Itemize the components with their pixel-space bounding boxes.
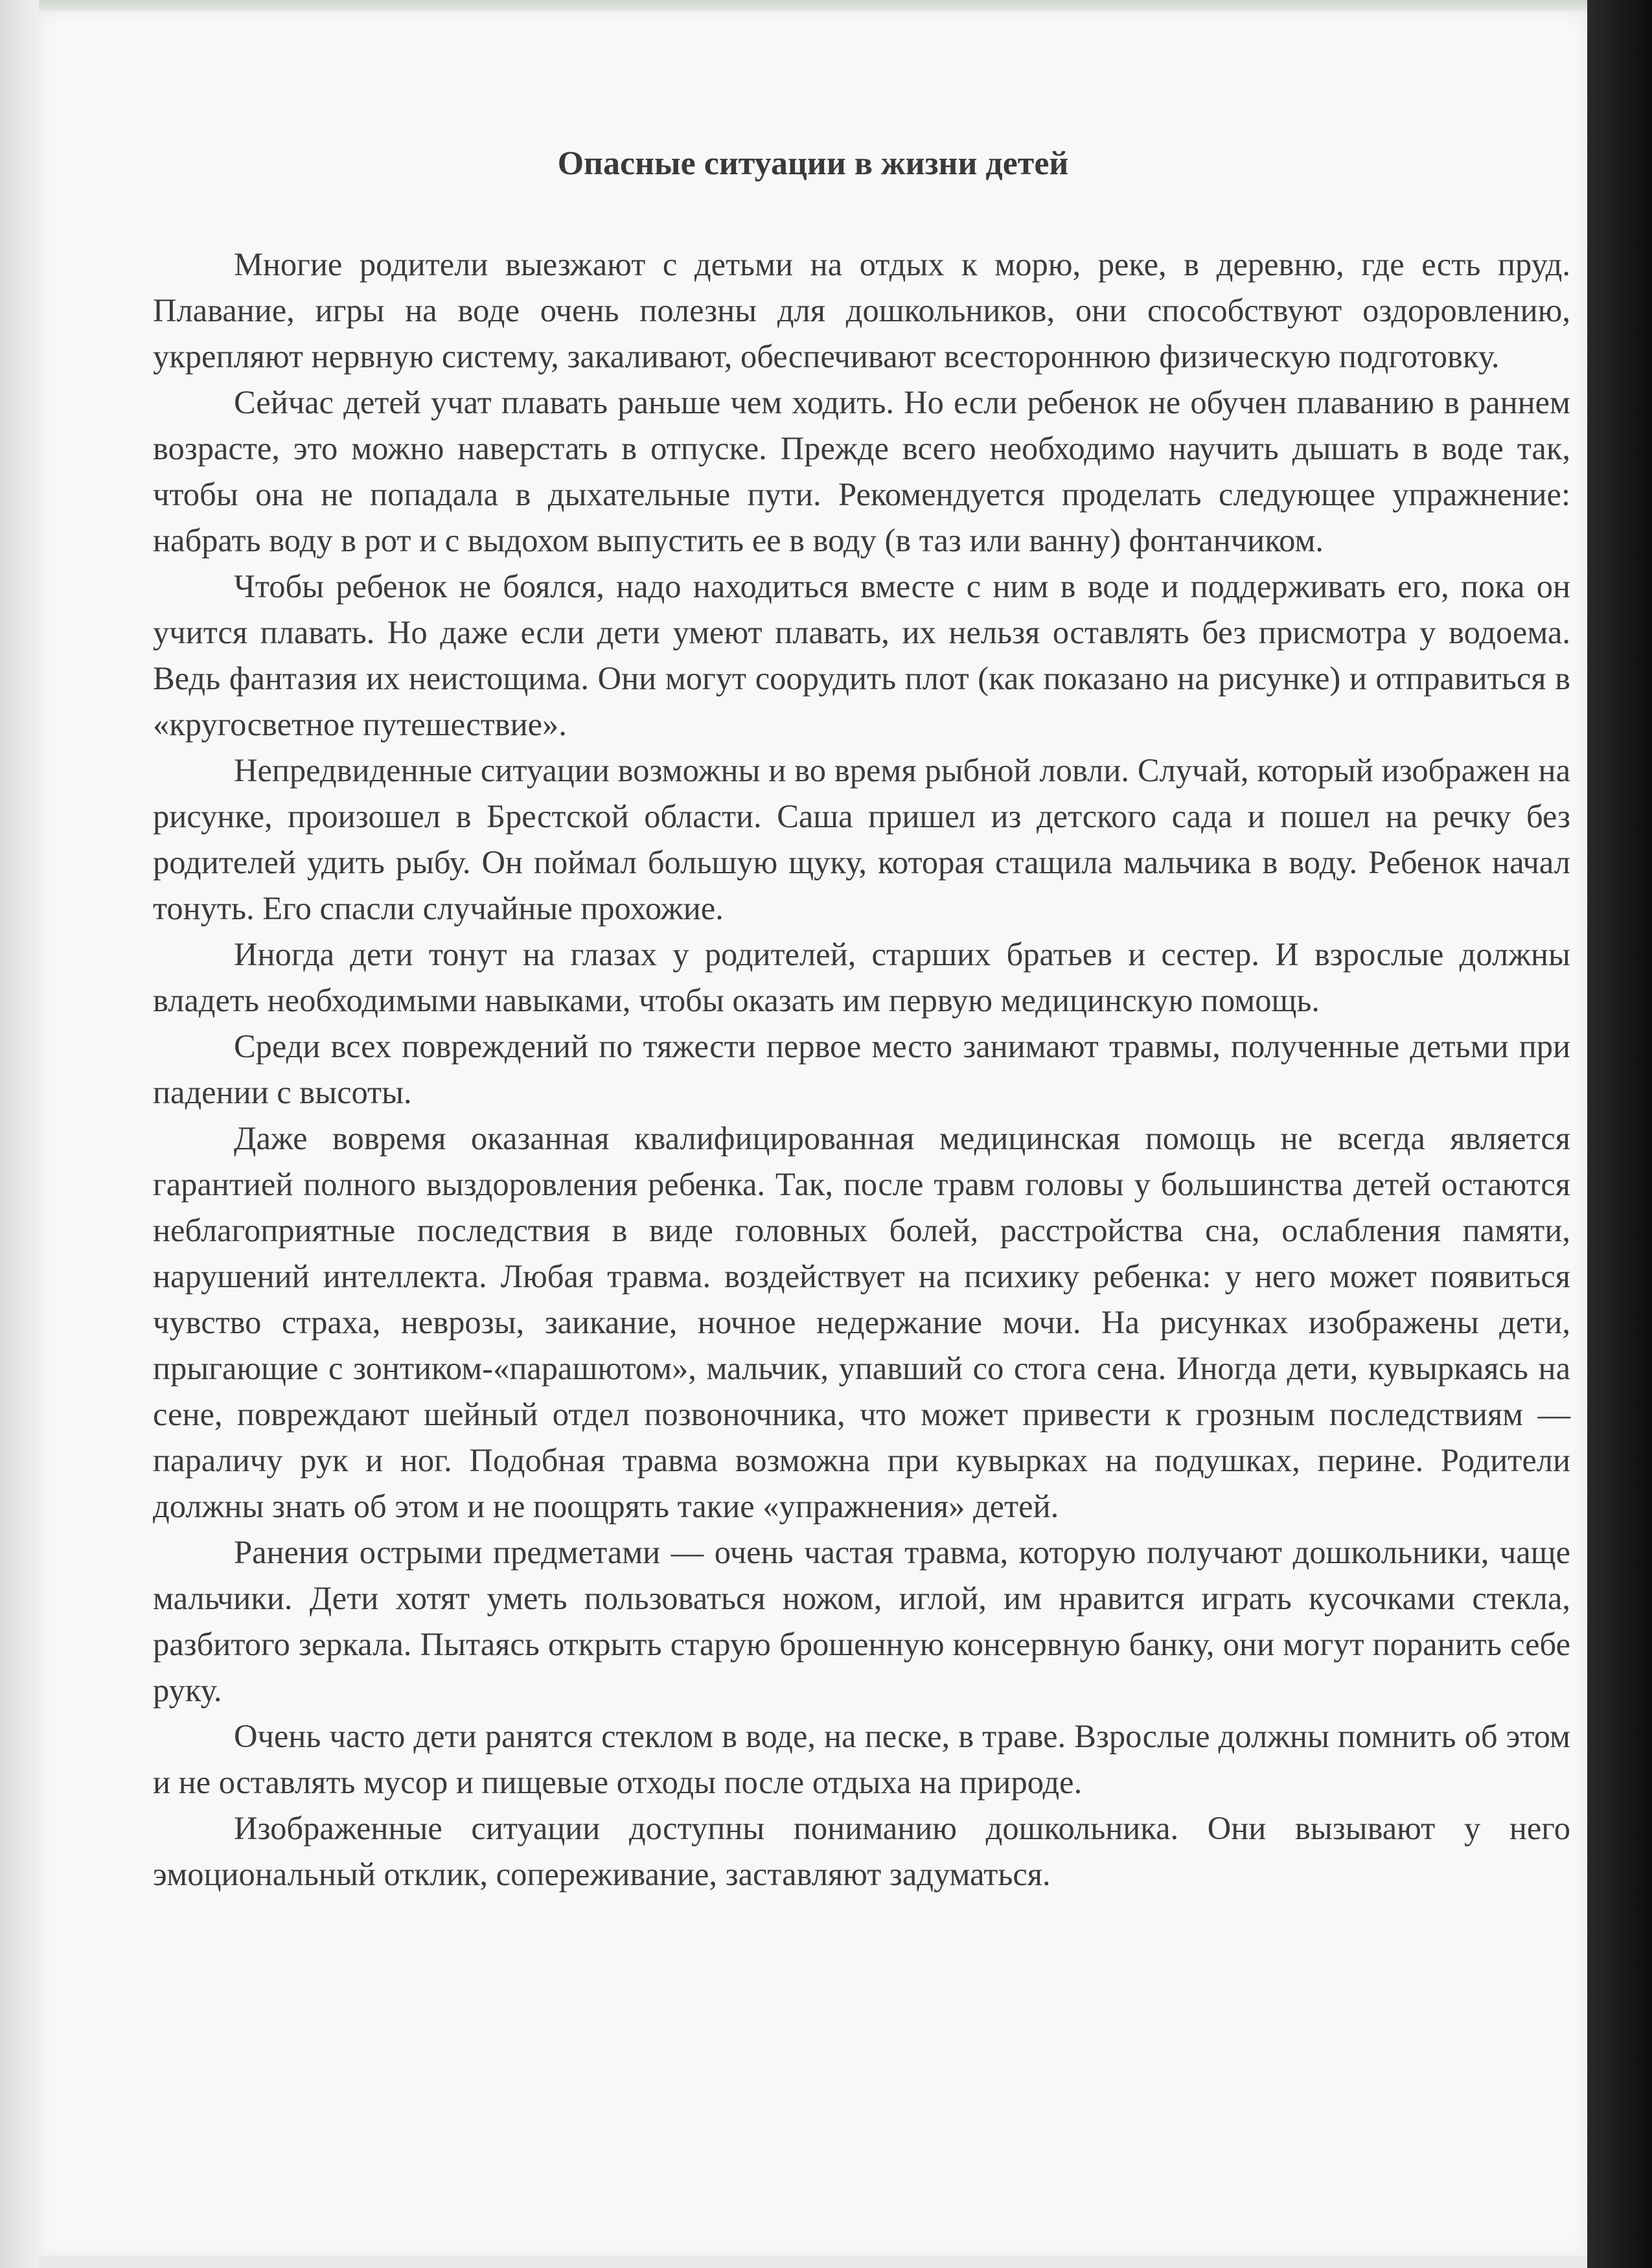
paragraph: Изображенные ситуации доступны пониманию дошкольника. Они вызывают у него эмоциональный отклик, сопереживание, заставляют задуматься.: [153, 1810, 1570, 1892]
paragraph: Непредвиденные ситуации возможны и во время рыбной ловли. Случай, который изображен на рисунке, произошел в Брестской области. Саша пришел из детского сада и пошел на речку без родителей удить рыбу. Он поймал большую щуку, которая стащила мальчика в воду. Ребенок начал тонуть. Его спасли случайные прохожие.: [153, 752, 1570, 926]
document-title: Опасные ситуации в жизни детей: [557, 145, 1069, 182]
paragraph: Ранения острыми предметами — очень частая травма, которую получают дошкольники, чаще мальчики. Дети хотят уметь пользоваться ножом, иглой, им нравится играть кусочками стекла, разбитого зеркала. Пытаясь открыть старую брошенную консервную банку, они могут поранить себе руку.: [153, 1534, 1570, 1708]
paragraph: Среди всех повреждений по тяжести первое место занимают травмы, полученные детьми при падении с высоты.: [153, 1028, 1570, 1110]
paper-sheet: [39, 12, 1587, 2256]
paragraph: Очень часто дети ранятся стеклом в воде, на песке, в траве. Взрослые должны помнить об этом и не оставлять мусор и пищевые отходы после отдыха на природе.: [153, 1718, 1570, 1800]
scanner-left-edge: [0, 0, 39, 2268]
paragraph: Даже вовремя оказанная квалифицированная медицинская помощь не всегда является гарантией полного выздоровления ребенка. Так, после травм головы у большинства детей остаются неблагоприятные последствия в виде головных болей, расстройства сна, ослабления памяти, нарушений интеллекта. Любая травма. воздействует на психику ребенка: у него может появиться чувство страха, неврозы, заикание, ночное недержание мочи. На рисунках изображены дети, прыгающие с зонтиком-«парашютом», мальчик, упавший со стога сена. Иногда дети, кувыркаясь на сене, повреждают шейный отдел позвоночника, что может привести к грозным последствиям — параличу рук и ног. Подобная травма возможна при кувырках на подушках, перине. Родители должны знать об этом и не поощрять такие «упражнения» детей.: [153, 1120, 1570, 1524]
paragraph: Сейчас детей учат плавать раньше чем ходить. Но если ребенок не обучен плаванию в раннем возрасте, это можно наверстать в отпуске. Прежде всего необходимо научить дышать в воде так, чтобы она не попадала в дыхательные пути. Рекомендуется проделать следующее упражнение: набрать воду в рот и с выдохом выпустить ее в воду (в таз или ванну) фонтанчиком.: [153, 384, 1570, 558]
paragraph: Иногда дети тонут на глазах у родителей, старших братьев и сестер. И взрослые должны владеть необходимыми навыками, чтобы оказать им первую медицинскую помощь.: [153, 936, 1570, 1018]
document-body: [153, 242, 1570, 1897]
paragraph: Чтобы ребенок не боялся, надо находиться вместе с ним в воде и поддерживать его, пока он учится плавать. Но даже если дети умеют плавать, их нельзя оставлять без присмотра у водоема. Ведь фантазия их неистощима. Они могут соорудить плот (как показано на рисунке) и отправиться в «кругосветное путешествие».: [153, 568, 1570, 742]
scanner-top-edge: [0, 0, 1587, 12]
paragraph: Многие родители выезжают с детьми на отдых к морю, реке, в деревню, где есть пруд. Плавание, игры на воде очень полезны для дошкольников, они способствуют оздоровлению, укрепляют нервную систему, закаливают, обеспечивают всестороннюю физическую подготовку.: [153, 246, 1570, 374]
scanner-right-edge: [1587, 0, 1652, 2268]
